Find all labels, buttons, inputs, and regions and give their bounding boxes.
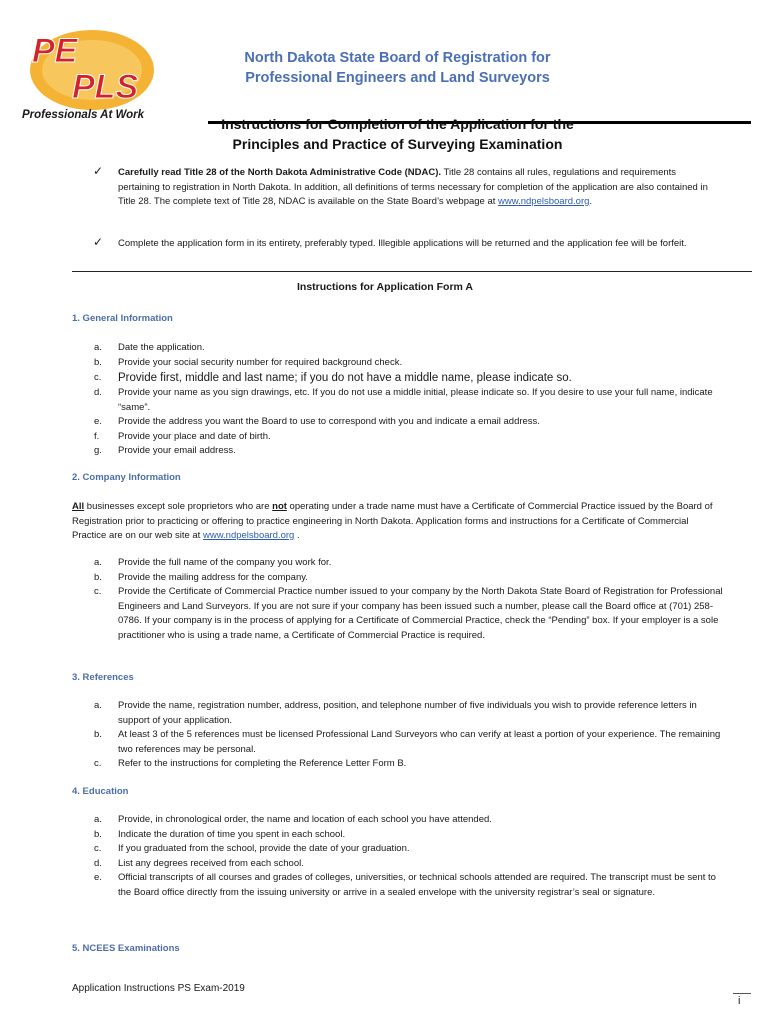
checklist-item-2-text: Complete the application form in its entirety, preferably typed. Illegible applications will be returned and the application fee will be forfeit.: [118, 238, 687, 249]
document-title-line1: Instructions for Completion of the Application for the: [221, 116, 574, 132]
list-item: c. If you graduated from the school, provide the date of your graduation.: [94, 843, 410, 854]
org-title-line1: North Dakota State Board of Registration for: [244, 50, 551, 66]
list-item: c. Provide the Certificate of Commercial Practice number issued to your company by the North Dakota State Board of Registration for Professional Engineers and Land Surveyors. If you are not sure if your company has been issued such a number, please call the Board office at (701) 258-0786. If your company is in the process of applying for a Certificate of Commercial Practice, check the “Pending” box. If your employer is a sole practitioner who is using a trade name, a Certificate of Commercial Practice is required.: [94, 586, 723, 641]
checklist-item-1-bold: Carefully read Title 28 of the North Dakota Administrative Code (NDAC).: [118, 167, 442, 178]
company-paragraph: All businesses except sole proprietors who are not operating under a trade name must have a Certificate of Commercial Practice issued by the Board of Registration prior to practicing or offering to practice engineering in North Dakota. Application forms and instructions for a Certificate of Commercial Practice are on our web site at www.ndpelsboard.org .: [72, 501, 713, 541]
footer-text: Application Instructions PS Exam-2019: [72, 983, 245, 994]
logo-text-pe: PE: [32, 32, 78, 70]
list-item: d. Provide your name as you sign drawings, etc. If you do not use a middle initial, please indicate so. If you desire to use your full name, indicate “same”.: [94, 387, 713, 413]
checklist-item-2: [93, 237, 713, 252]
list-item: a. Provide, in chronological order, the name and location of each school you have attended.: [94, 814, 492, 825]
list-item: e. Official transcripts of all courses and grades of colleges, universities, or technical schools attended are required. The transcript must be sent to the Board office directly from the issuing university or arrive in a sealed envelope with the university registrar’s seal or signature.: [94, 872, 716, 898]
section-heading-references: 3. References: [72, 672, 134, 683]
ndpelsboard-link-1[interactable]: www.ndpelsboard.org: [498, 196, 590, 207]
list-item: b. Indicate the duration of time you spent in each school.: [94, 828, 346, 840]
form-heading: Instructions for Application Form A: [297, 281, 473, 293]
list-item: b. Provide the mailing address for the company.: [94, 571, 308, 583]
page-number: i: [738, 995, 741, 1007]
list-item: a. Provide the name, registration number, address, position, and telephone number of five individuals you wish to provide reference letters in support of your application.: [94, 700, 697, 726]
list-item: e. Provide the address you want the Board to use to correspond with you and indicate a email address.: [94, 416, 540, 427]
education-list: [94, 813, 724, 900]
list-item: f. Provide your place and date of birth.: [94, 430, 271, 442]
checklist-item-1-text: Title 28 contains all rules, regulations and requirements pertaining to registration in North Dakota. In addition, all definitions of terms necessary for completion of the application are also contained in Title 28. The complete text of Title 28, NDAC is available on the State Board’s webpage at: [118, 167, 708, 207]
list-item: c. Refer to the instructions for completing the Reference Letter Form B.: [94, 758, 407, 769]
checkmark-icon: ✓: [93, 164, 104, 178]
section-heading-company-information: 2. Company Information: [72, 472, 181, 483]
org-title-line2: Professional Engineers and Land Surveyors: [245, 70, 550, 86]
general-information-list: [94, 341, 724, 459]
pepls-logo: [20, 22, 190, 122]
ndpelsboard-link-2[interactable]: www.ndpelsboard.org: [202, 530, 295, 541]
document-title-line2: Principles and Practice of Surveying Examination: [232, 136, 563, 152]
section-heading-general-information: 1. General Information: [72, 313, 173, 324]
company-information-list: [94, 556, 724, 643]
divider: [72, 271, 752, 272]
section-heading-education: 4. Education: [72, 786, 129, 797]
logo-graphic: [20, 22, 190, 122]
list-item: b. Provide your social security number for required background check.: [94, 356, 403, 368]
list-item: g. Provide your email address.: [94, 445, 236, 456]
logo-text-pls: PLS: [72, 68, 139, 106]
list-item: b. At least 3 of the 5 references must be licensed Professional Land Surveyors who can verify at least a portion of your experience. The remaining two references may be personal.: [94, 729, 721, 755]
org-title: [200, 48, 595, 88]
section-heading-ncees-examinations: 5. NCEES Examinations: [72, 943, 180, 954]
checkmark-icon: ✓: [93, 235, 104, 249]
document-title: [200, 114, 595, 154]
list-item: a. Date the application.: [94, 342, 205, 353]
list-item: c. Provide first, middle and last name; if you do not have a middle name, please indicate so.: [94, 372, 572, 384]
list-item: a. Provide the full name of the company you work for.: [94, 557, 332, 568]
logo-tagline: Professionals At Work: [22, 109, 145, 121]
list-item: d. List any degrees received from each school.: [94, 857, 304, 869]
page-number-rule: [733, 993, 751, 994]
references-list: [94, 699, 724, 772]
checklist-item-1: ✓ Carefully read Title 28 of the North Dakota Administrative Code (NDAC). Title 28 contains all rules, regulations and requirements pertaining to registration in North Dakota. In addition, all definitions of terms necessary for completion of the application are also contained in Title 28. The complete text of Title 28, NDAC is available on the State Board’s webpage at www.ndpelsboard.org.: [93, 164, 708, 207]
